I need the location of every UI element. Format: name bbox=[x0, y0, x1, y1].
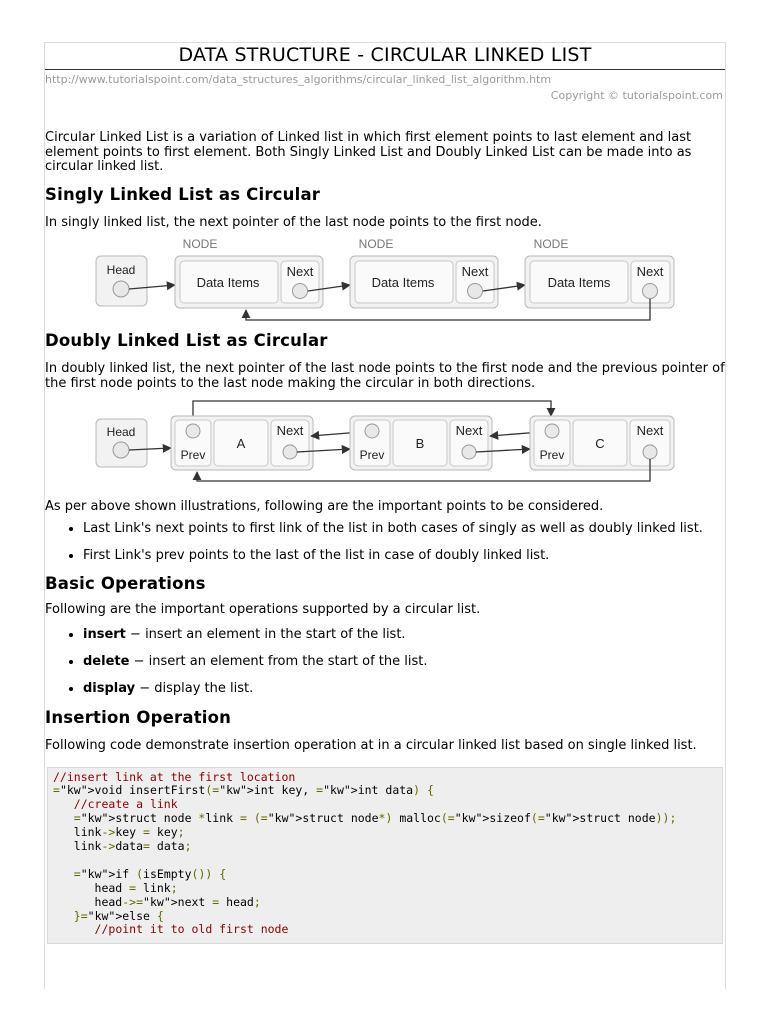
node-2-next-label: Next bbox=[461, 264, 489, 279]
basic-ops-list bbox=[45, 627, 725, 696]
code-line: }="kw">else { bbox=[73, 908, 164, 923]
page-title: DATA STRUCTURE - CIRCULAR LINKED LIST bbox=[178, 44, 592, 66]
node-c-next-pointer bbox=[643, 445, 657, 459]
node-1-data-label: Data Items bbox=[196, 275, 260, 290]
points-list bbox=[45, 521, 725, 563]
node-1-pointer bbox=[293, 284, 308, 299]
node-3-data-label: Data Items bbox=[547, 275, 611, 290]
code-line: link->key = key; bbox=[53, 825, 185, 840]
intro-paragraph: Circular Linked List is a variation of Linked list in which first element points to last element and last element points to first element. Both Singly Linked List and Doubly Linked List can be made into as circular linked list. bbox=[45, 130, 692, 174]
node-2-pointer bbox=[468, 284, 483, 299]
insertion-intro: Following code demonstrate insertion operation at in a circular linked list based on single linked list. bbox=[45, 738, 697, 753]
singly-circular-diagram bbox=[45, 236, 725, 326]
node-3-next-label: Next bbox=[636, 264, 664, 279]
list-item bbox=[83, 654, 725, 669]
singly-text: In singly linked list, the next pointer of the last node points to the first node. bbox=[45, 214, 542, 230]
op-name-delete: delete bbox=[83, 654, 130, 669]
node-b-next-pointer bbox=[462, 445, 476, 459]
node-1-next-label: Next bbox=[286, 264, 314, 279]
node-a-next-label: Next bbox=[276, 423, 304, 438]
node-c-prev-label: Prev bbox=[539, 448, 565, 462]
code-line: link->data= data; bbox=[53, 839, 192, 854]
node-a-value: A bbox=[236, 436, 246, 451]
basic-ops-heading: Basic Operations bbox=[45, 573, 206, 593]
code-line: head = link; bbox=[53, 880, 178, 895]
node-a-prev-pointer bbox=[186, 424, 200, 438]
code-line: //point it to old first node bbox=[94, 922, 289, 937]
code-line: ="kw">void insertFirst(="kw">int key, ="kw">int data) { bbox=[53, 783, 434, 798]
basic-ops-intro: Following are the important operations supported by a circular list. bbox=[45, 601, 481, 617]
node-b-prev-pointer bbox=[365, 424, 379, 438]
list-item: • Last Link's next points to first link of the list in both cases of singly as well as doubly linked list. bbox=[83, 521, 725, 536]
node-c-prev-pointer bbox=[545, 424, 559, 438]
code-block bbox=[47, 767, 723, 945]
code-line: //create a link bbox=[73, 797, 178, 812]
node-c-next-label: Next bbox=[636, 423, 664, 438]
list-item: • First Link's prev points to the last of the list in case of doubly linked list. bbox=[83, 548, 725, 563]
doubly-circular-diagram bbox=[45, 399, 725, 499]
node-2-data-label: Data Items bbox=[371, 275, 435, 290]
code-line: head->="kw">next = head; bbox=[53, 894, 261, 909]
node-b-prev-label: Prev bbox=[359, 448, 385, 462]
document-page bbox=[44, 42, 726, 989]
head-pointer bbox=[113, 281, 129, 297]
op-desc-display: − display the list. bbox=[135, 681, 254, 696]
node-3-pointer bbox=[643, 284, 658, 299]
node-label-2: NODE bbox=[358, 237, 394, 251]
op-name-insert: insert bbox=[83, 627, 126, 642]
node-b-next-label: Next bbox=[455, 423, 483, 438]
head-label-doubly: Head bbox=[106, 425, 136, 439]
op-name-display: display bbox=[83, 681, 136, 696]
singly-heading: Singly Linked List as Circular bbox=[45, 184, 321, 204]
list-item bbox=[83, 681, 725, 696]
copyright-notice: Copyright © tutorialspoint.com bbox=[550, 89, 723, 102]
node-a-next-pointer bbox=[283, 445, 297, 459]
node-label-1: NODE bbox=[182, 237, 218, 251]
op-desc-insert: − insert an element in the start of the list. bbox=[125, 627, 406, 642]
code-line: ="kw">struct node *link = (="kw">struct node*) malloc(="kw">sizeof(="kw">struct node)); bbox=[73, 811, 677, 826]
list-item bbox=[83, 627, 725, 642]
node-b-value: B bbox=[415, 436, 425, 451]
head-pointer-doubly bbox=[113, 442, 129, 458]
code-line bbox=[53, 854, 717, 868]
op-desc-delete: − insert an element from the start of the list. bbox=[129, 654, 428, 669]
code-line: //insert link at the first location bbox=[53, 769, 296, 784]
title-divider bbox=[45, 69, 725, 70]
node-label-3: NODE bbox=[533, 237, 569, 251]
code-line: ="kw">if (isEmpty()) { bbox=[73, 866, 227, 881]
article-body bbox=[45, 129, 725, 944]
source-url[interactable]: http://www.tutorialspoint.com/data_structures_algorithms/circular_linked_list_algorithm.htm bbox=[45, 73, 552, 86]
head-label: Head bbox=[106, 263, 136, 277]
node-a-prev-label: Prev bbox=[180, 448, 206, 462]
points-intro: As per above shown illustrations, following are the important points to be considered. bbox=[45, 499, 604, 514]
insertion-heading: Insertion Operation bbox=[45, 708, 232, 727]
doubly-heading: Doubly Linked List as Circular bbox=[45, 331, 328, 350]
node-c-value: C bbox=[595, 436, 605, 451]
doubly-text: In doubly linked list, the next pointer of the last node points to the first node and the previous pointer of the first node points to the last node making the circular in both directions. bbox=[45, 361, 725, 391]
